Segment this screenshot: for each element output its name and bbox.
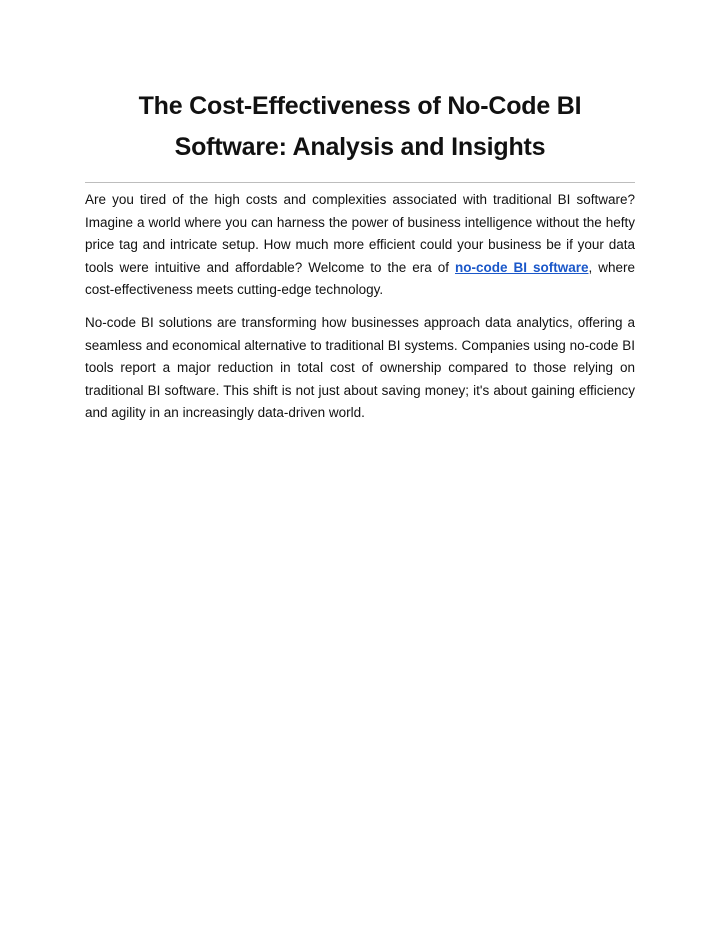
title-divider	[85, 182, 635, 183]
intro-text-after-link: , where cost-effectiveness meets cutting-edge technology.	[85, 259, 635, 297]
title-line-2: Software: Analysis and Insights	[174, 133, 546, 161]
body-paragraph: No-code BI solutions are transforming how businesses approach data analytics, offering a seamless and economical alternative to traditional BI systems. Companies using no-code BI tools report a major reduction in total cost of ownership compared to those relying on traditional BI software. This shift is not just about saving money; it's about gaining efficiency and agility in an increasingly data-driven world.	[85, 315, 635, 420]
intro-paragraph	[85, 189, 635, 302]
no-code-bi-software-link[interactable]: no-code BI software	[455, 259, 589, 275]
page-title	[85, 86, 635, 168]
intro-text-before-link: Are you tired of the high costs and complexities associated with traditional BI software? Imagine a world where you can harness the power of business intelligence without the hefty price tag and intricate setup. How much more efficient could your business be if your data tools were intuitive and affordable? Welcome to the era of	[85, 192, 635, 275]
title-line-1: The Cost-Effectiveness of No-Code BI	[138, 92, 582, 120]
